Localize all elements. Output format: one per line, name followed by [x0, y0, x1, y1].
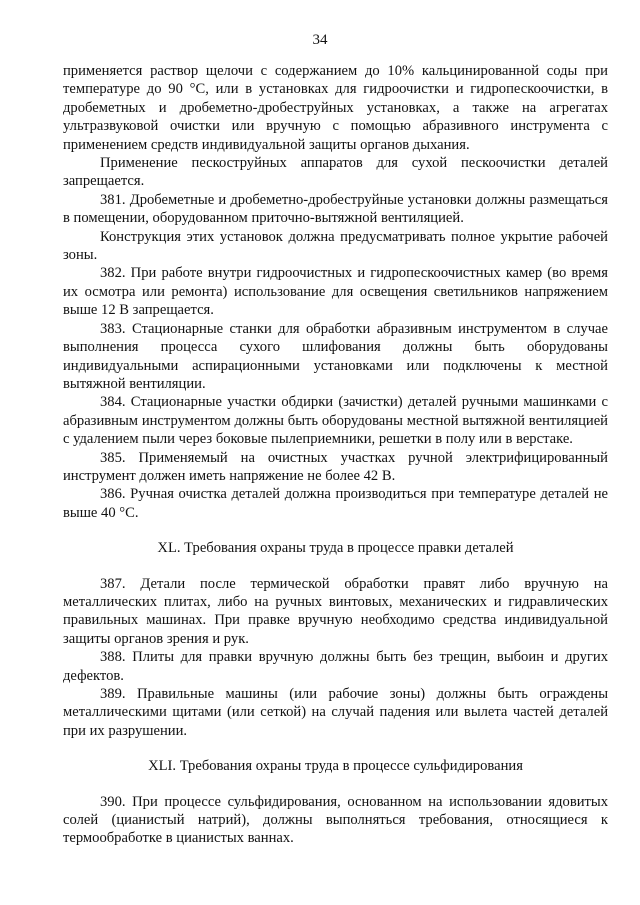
paragraph: Применение пескоструйных аппаратов для сухой пескоочистки деталей запрещается. — [63, 155, 608, 190]
paragraph-381: 381. Дробеметные и дробеметно-дробеструйные установки должны размещаться в помещении, оборудованном приточно-вытяжной вентиляцией. — [63, 191, 608, 227]
paragraph: Конструкция этих установок должна предусматривать полное укрытие рабочей зоны. — [63, 228, 608, 264]
paragraph-387: 387. Детали после термической обработки правят либо вручную на металлических плитах, либо на ручных винтовых, механических и гидравлических правильных машинах. При правке вручную необходимо средства индивидуальной защиты органов зрения и рук. — [63, 575, 608, 647]
paragraph-384: 384. Стационарные участки обдирки (зачистки) деталей ручными машинками с абразивным инструментом должны быть оборудованы местной вытяжной вентиляцией с удалением пыли через боковые пылеприемники, решетки в полу или в верстаке. — [63, 394, 608, 448]
paragraph-386: 386. Ручная очистка деталей должна производиться при температуре деталей не выше 40 °С. — [63, 486, 608, 521]
paragraph-382: 382. При работе внутри гидроочистных и гидропескоочистных камер (во время их осмотра или ремонта) использование для освещения светильников напряжением выше 12 В запрещается. — [63, 265, 608, 319]
section-heading-xl: XL. Требования охраны труда в процессе правки деталей — [157, 540, 514, 557]
paragraph-continuation: применяется раствор щелочи с содержанием до 10% кальцинированной соды при температуре до 90 °С, или в установках для гидроочистки и гидропескоочистки, в дробеметных и дробеметно-дробеструйных установках, а также на агрегатах ультразвуковой очистки или вручную с помощью абразивного инструмента с применением средств индивидуальной защиты органов дыхания. — [63, 63, 608, 153]
page-number: 34 — [312, 32, 328, 48]
paragraph-389: 389. Правильные машины (или рабочие зоны) должны быть ограждены металлическими щитами (или сеткой) на случай падения или вылета частей деталей при их разрушении. — [63, 686, 608, 739]
document-body — [63, 62, 608, 848]
paragraph-388: 388. Плиты для правки вручную должны быть без трещин, выбоин и других дефектов. — [63, 649, 608, 684]
paragraph-390: 390. При процессе сульфидирования, основанном на использовании ядовитых солей (цианистый натрий), должны выполняться требования, относящиеся к термообработке в цианистых ваннах. — [63, 793, 608, 847]
paragraph-385: 385. Применяемый на очистных участках ручной электрифицированный инструмент должен иметь напряжение не более 42 В. — [63, 449, 608, 484]
paragraph-383: 383. Стационарные станки для обработки абразивным инструментом в случае выполнения процесса сухого шлифования должны быть оборудованы индивидуальными аспирационными установками или подключены к местной вытяжной вентиляции. — [63, 320, 608, 392]
section-heading-xli: XLI. Требования охраны труда в процессе сульфидирования — [148, 758, 523, 775]
